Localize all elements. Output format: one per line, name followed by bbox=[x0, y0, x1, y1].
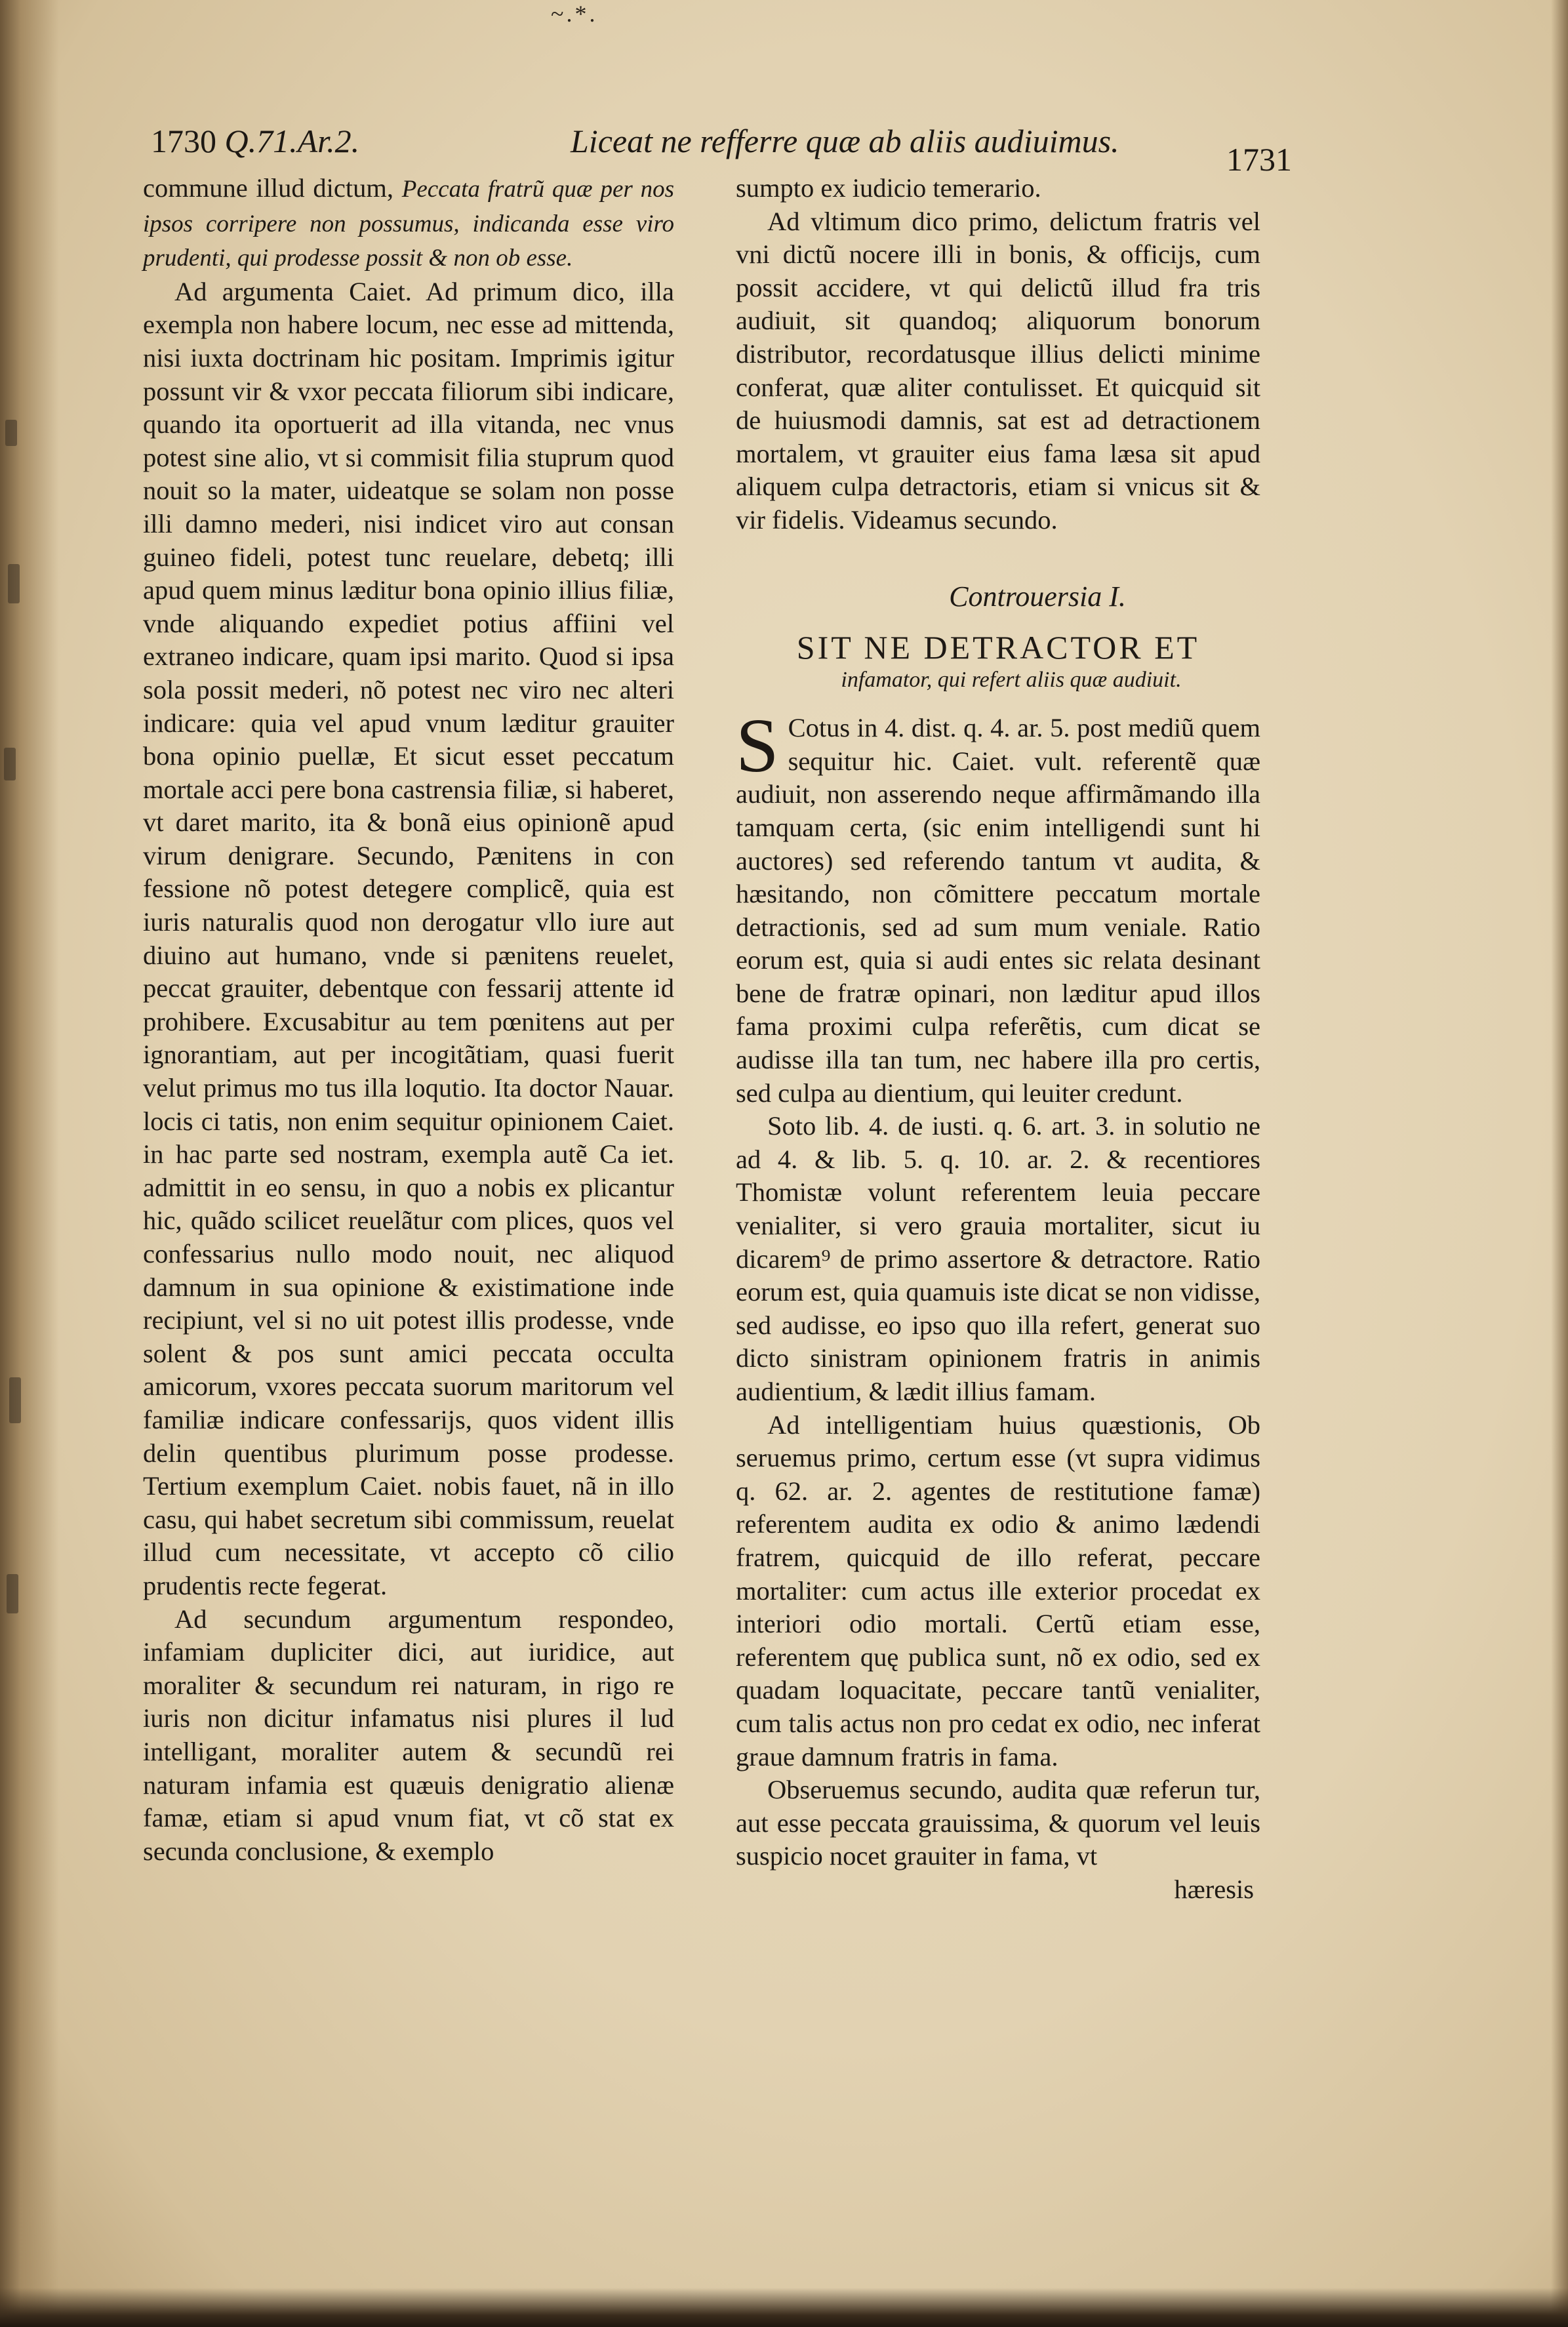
left-paragraph-continued bbox=[143, 172, 674, 275]
bleed-through-mark bbox=[9, 1377, 21, 1423]
left-page-number: 1730 bbox=[151, 123, 216, 159]
section-heading: SIT NE DETRACTOR ET bbox=[796, 629, 1200, 666]
right-page-number: 1731 bbox=[1226, 141, 1292, 178]
right-paragraph-continued: sumpto ex iudicio temerario. bbox=[736, 173, 1041, 203]
right-column bbox=[736, 172, 1260, 1907]
left-column bbox=[143, 172, 674, 1868]
catchword: hæresis bbox=[1174, 1874, 1254, 1904]
right-paragraph-ad-ultimum: Ad vltimum dico primo, delictum fratris vel vni dictũ nocere illi in bonis, & officijs, cum possit accidere, vt qui delictũ illud fra tris audiuit, sit quandoq; aliquorum bonorum distributor, recordatusque illius delicti minime conferat, quæ aliter contulisset. Et quicquid sit de huiusmodi damnis, sat est ad detractionem mortalem, vt grauiter eius fama læsa sit apud aliquem culpa detractoris, etiam si vnicus sit & vir fidelis. Videamus secundo. bbox=[736, 206, 1260, 535]
question-article-ref: Q.71.Ar.2. bbox=[224, 123, 360, 159]
bleed-through-mark bbox=[7, 1574, 18, 1613]
left-paragraph-first-argument: Ad argumenta Caiet. Ad primum dico, illa exempla non habere locum, nec esse ad mittenda, nisi iuxta doctrinam hic positam. Imprimis igitur possunt vir & vxor peccata filiorum sibi indicare, quando ita oportuerit ad illa vitanda, nec vnus potest sine alio, vt si commisit filia stuprum quod nouit so la mater, uideatque se solam non posse illi damno mederi, nisi indicet viro aut consan guineo fideli, potest tunc reuelare, debetq; illi apud quem minus læditur bona opinio illius filiæ, vnde aliquando expediet potius affiini vel extraneo indicare, quam ipsi marito. Quod si ipsa sola possit mederi, nõ potest nec viro nec alteri indicare: quia vel apud vnum læditur grauiter bona opinio puellæ, Et sicut esset peccatum mortale acci pere bona castrensia filiæ, si haberet, vt daret marito, ita & bonã eius opinionẽ apud virum denigrare. Secundo, Pænitens in con fessione nõ potest detegere complicẽ, quia est iuris naturalis quod non derogatur vllo iure aut diuino aut humano, vnde si pænitens reuelet, peccat grauiter, debentque con fessarij attente id prohibere. Excusabitur au tem pœnitens aut per ignorantiam, aut per incogitãtiam, quasi fuerit velut primus mo tus illa loqutio. Ita doctor Nauar. locis ci tatis, non enim sequitur opinionem Caiet. in hac parte sed nostram, exempla autẽ Ca iet. admittit in eo sensu, in quo a nobis ex plicantur hic, quãdo scilicet reuelãtur com plices, quos vel confessarius nullo modo nouit, nec aliquod damnum in sua opinione & existimatione inde recipiunt, vel si no uit potest illis prodesse, vnde solent & pos sunt amici peccata occulta amicorum, vxores peccata suorum maritorum vel familiæ indicare confessarijs, quos vident illis delin quentibus plurimum posse prodesse. Tertium exemplum Caiet. nobis fauet, nã in illo casu, qui habet secretum sibi commissum, reuelat illud cum necessitate, vt accepto cõ cilio prudentis recte fegerat. bbox=[143, 276, 674, 1600]
left-text-run: commune illud dictum, bbox=[143, 173, 402, 203]
drop-cap-initial: S bbox=[736, 702, 779, 789]
controversy-heading: Controuersia I. bbox=[949, 580, 1126, 613]
left-italic-quote: Peccata fratrũ quæ per nos ipsos corripere non possumus, indicanda esse viro prudenti, qui prodesse possit & non ob esse. bbox=[143, 176, 675, 272]
running-title: Liceat ne refferre quæ ab aliis audiuimus. bbox=[571, 123, 1119, 159]
right-paragraph-scotus bbox=[736, 702, 1260, 1110]
running-header bbox=[151, 118, 1292, 178]
right-paragraph-secundo: Obseruemus secundo, audita quæ referun tur, aut esse peccata grauissima, & quorum vel leuis suspicio nocet grauiter in fama, vt bbox=[736, 1775, 1260, 1871]
top-ornament-mark: ~.*. bbox=[551, 1, 598, 27]
gutter-shadow bbox=[0, 0, 59, 2327]
header-left bbox=[151, 122, 359, 160]
right-paragraph-scotus-text: Cotus in 4. dist. q. 4. ar. 5. post mediũ quem sequitur hic. Caiet. vult. referentẽ quæ audiuit, non asserendo neque affirmãmando illa tamquam certa, (sic enim intelligendi sunt hi auctores) sed referendo tantum vt audita, & hæsitando, non cõmittere peccatum mortale detractionis, sed ad sum mum veniale. Ratio eorum est, quia si audi entes sic relata desinant bene de fratræ opinari, non læditur apud illos fama proximi culpa referẽtis, cum dicat se audisse illa tan tum, nec habere illa pro certis, sed culpa au dientium, qui leuiter credunt. bbox=[736, 713, 1260, 1108]
bleed-through-mark bbox=[5, 420, 17, 446]
section-subheading: infamator, qui refert aliis quæ audiuit. bbox=[841, 668, 1182, 693]
bleed-through-mark bbox=[8, 564, 20, 603]
bleed-through-mark bbox=[4, 748, 16, 780]
page-right-edge bbox=[1551, 0, 1568, 2327]
right-paragraph-soto: Soto lib. 4. de iusti. q. 6. art. 3. in solutio ne ad 4. & lib. 5. q. 10. ar. 2. & recentiores Thomistæ volunt referentem leuia peccare venialiter, si vero grauia mortaliter, sicut iu dicarem⁹ de primo assertore & detractore. Ratio eorum est, quia quamuis iste dicat se non vidisse, sed audisse, eo ipso quo illa refert, generat suo dicto sinistram opinionem fratris in animis audientium, & lædit illius famam. bbox=[736, 1111, 1260, 1406]
right-paragraph-intelligentiam: Ad intelligentiam huius quæstionis, Ob seruemus primo, certum esse (vt supra vidimus q. 62. ar. 2. agentes de restitutione famæ) referentem audita ex odio & animo lædendi fratrem, quicquid de illo referat, peccare mortaliter: cum actus ille exterior procedat ex interiori odio mortali. Certũ etiam esse, referentem quę publica sunt, nõ ex odio, sed ex quadam loquacitate, peccare tantũ venialiter, cum talis actus non pro cedat ex odio, nec inferat graue damnum fratris in fama. bbox=[736, 1409, 1260, 1771]
page-bottom-edge bbox=[0, 2288, 1568, 2327]
left-paragraph-second-argument: Ad secundum argumentum respondeo, infamiam dupliciter dici, aut iuridice, aut moraliter & secundum rei naturam, in rigo re iuris non dicitur infamatus nisi plures il lud intelligant, moraliter autem & secundũ rei naturam infamia est quæuis denigratio alienæ famæ, etiam si apud vnum fiat, vt cõ stat ex secunda conclusione, & exemplo bbox=[143, 1604, 674, 1866]
